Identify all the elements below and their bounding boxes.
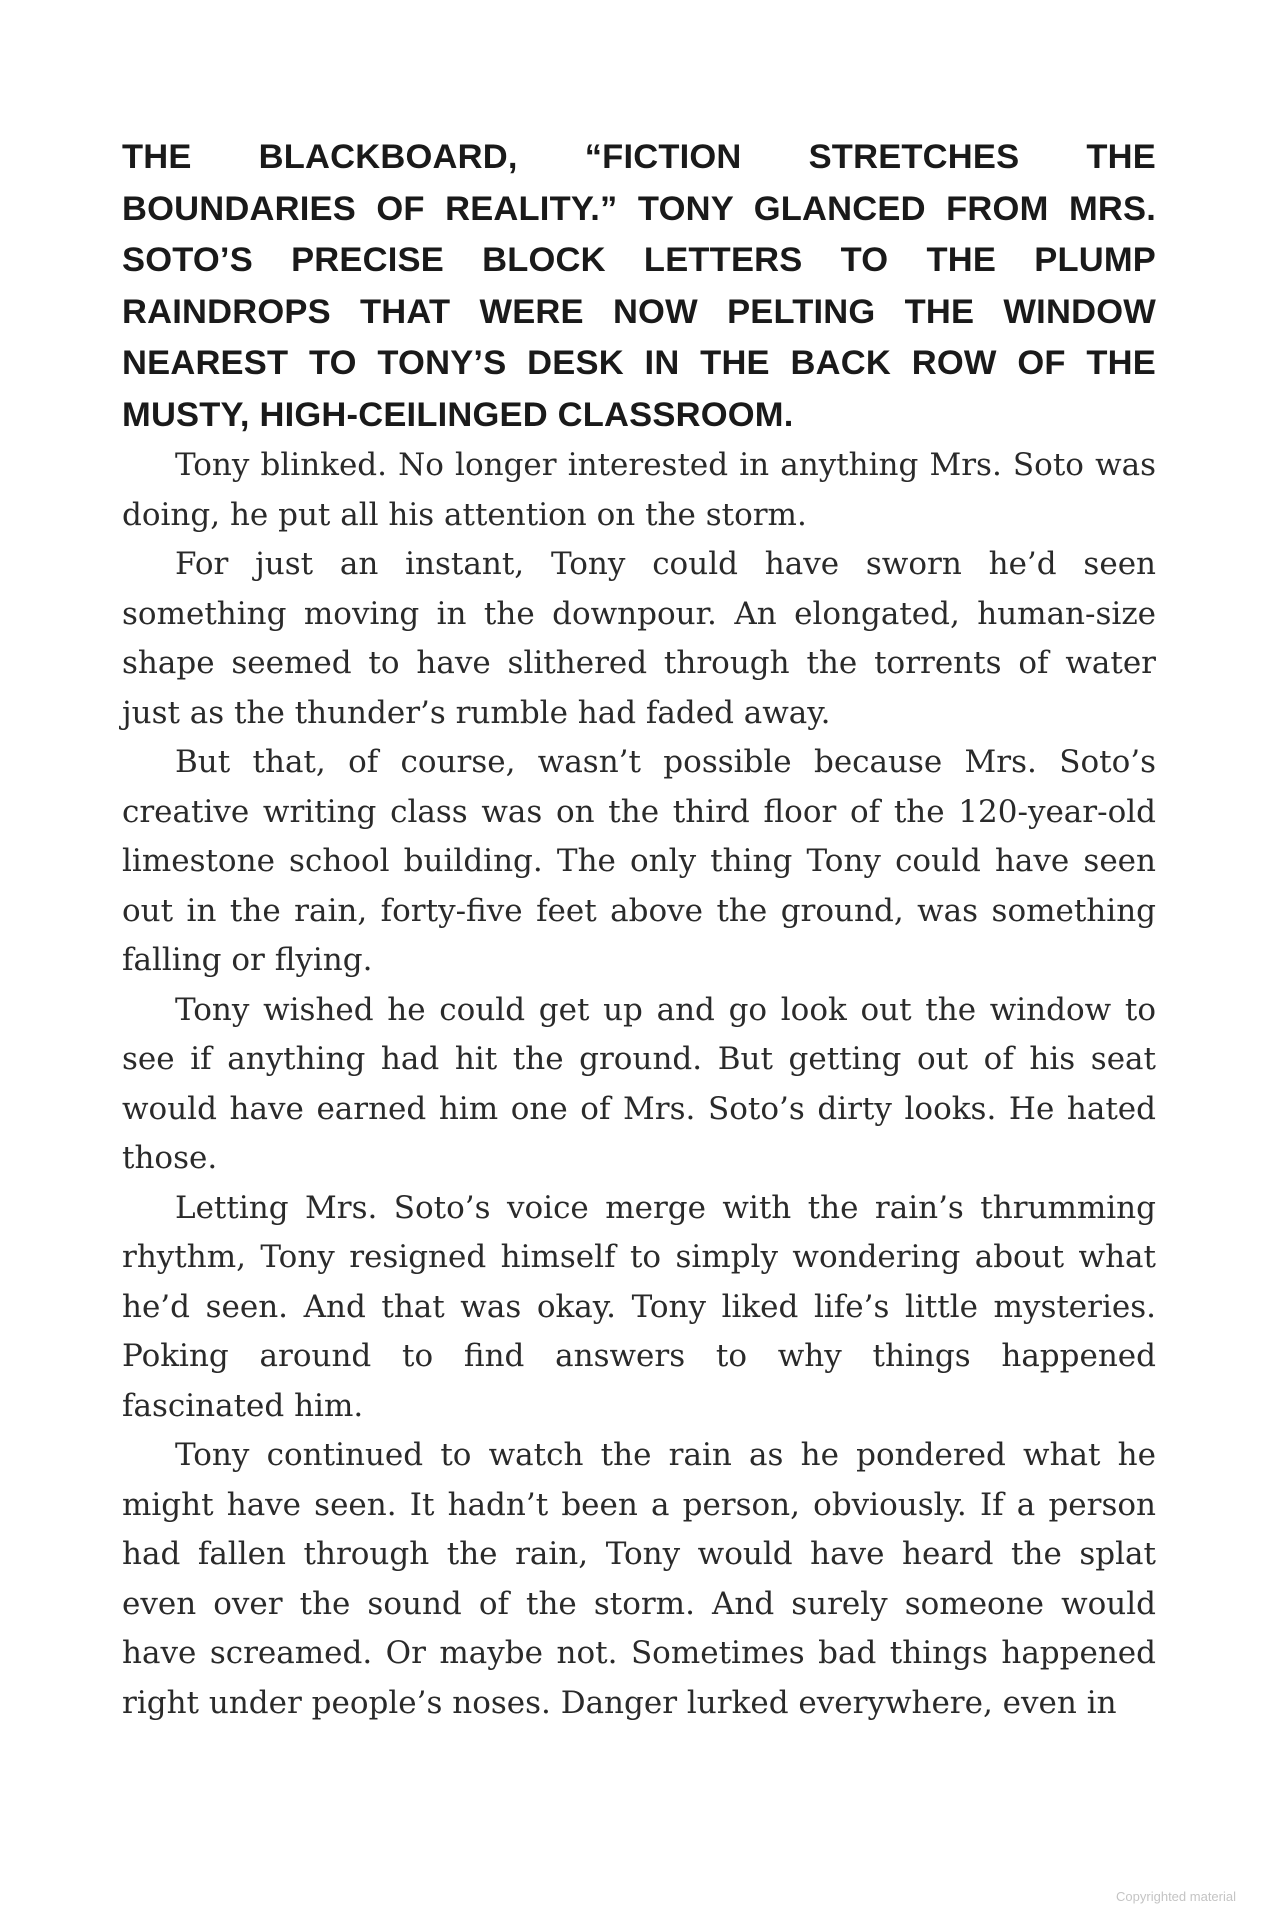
paragraph: Letting Mrs. Soto’s voice merge with the rain’s thrumming rhythm, Tony resigned himself to simply wondering about what he’d seen. And that was okay. Tony liked life’s little mysteries. Poking around to find answers to why things happened fascinated him. (122, 1189, 1156, 1424)
paragraph: But that, of course, wasn’t possible because Mrs. Soto’s creative writing class was on the third floor of the 120-year-old limestone school building. The only thing Tony could have seen out in the rain, forty-five feet above the ground, was something falling or flying. (122, 744, 1156, 978)
opening-caps-paragraph: THE BLACKBOARD, “FICTION STRETCHES THE BOUNDARIES OF REALITY.” TONY GLANCED FROM MRS. SOTO’S PRECISE BLOCK LETTERS TO THE PLUMP RAINDROPS THAT WERE NOW PELTING THE WINDOW NEAREST TO TONY’S DESK IN THE BACK ROW OF THE MUSTY, HIGH-CEILINGED CLASSROOM. (122, 138, 1156, 434)
page-text (122, 132, 1156, 1728)
paragraph: For just an instant, Tony could have sworn he’d seen something moving in the downpour. An elongated, human-size shape seemed to have slithered through the torrents of water just as the thunder’s rumble had faded away. (122, 546, 1156, 731)
paragraph: Tony continued to watch the rain as he pondered what he might have seen. It hadn’t been a person, obviously. If a person had fallen through the rain, Tony would have heard the splat even over the sound of the storm. And surely someone would have screamed. Or maybe not. Sometimes bad things happened right under people’s noses. Danger lurked everywhere, even in (122, 1437, 1156, 1721)
copyright-watermark: Copyrighted material (1116, 1889, 1236, 1904)
paragraph: Tony wished he could get up and go look out the window to see if anything had hit the ground. But getting out of his seat would have earned him one of Mrs. Soto’s dirty looks. He hated those. (122, 991, 1156, 1176)
paragraph: Tony blinked. No longer interested in anything Mrs. Soto was doing, he put all his attention on the storm. (122, 447, 1156, 533)
